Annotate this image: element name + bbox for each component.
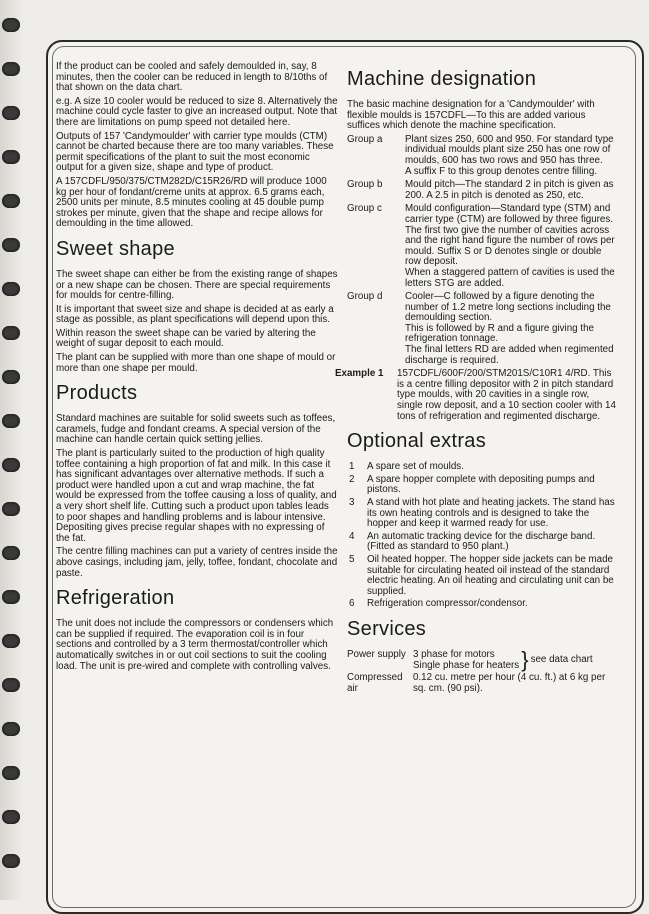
item-text: A stand with hot plate and heating jackets. The stand has its own heating controls and is designed to take the hopper and keep it warmed ready for use. xyxy=(367,497,615,530)
designation-intro: The basic machine designation for a 'Candymoulder' with flexible moulds is 157CDFL—To this are added various suffices which denote the machine specification. xyxy=(347,99,595,132)
compressed-air-row xyxy=(347,673,617,694)
binder-hole xyxy=(2,282,20,296)
sweet-shape-paragraph: It is important that sweet size and shape is decided at as early a stage as possible, as plant specifications will depend upon this. xyxy=(56,303,334,326)
item-number: 5 xyxy=(349,553,355,565)
binder-hole xyxy=(2,370,20,384)
products-heading: Products xyxy=(56,382,138,405)
refrigeration-paragraph: The unit does not include the compressors or condensers which can be supplied if required. The evaporation coil is in four sections and controlled by a 3 term thermostat/controller which automatically switches in or out coil sections to suit the cooling load. The unit is pre-wired and complete with controlling valves. xyxy=(56,618,334,672)
designation-example xyxy=(335,368,617,422)
item-text: Oil heated hopper. The hopper side jackets can be made suitable for circulating heated oil instead of the standard electric heating. An oil heating and circulating unit can be supplied. xyxy=(367,553,614,597)
products-paragraph: Standard machines are suitable for solid sweets such as toffees, caramels, fudge and fondant creams. A special version of the machine can handle certain quick setting jellies. xyxy=(56,413,336,446)
item-text: An automatic tracking device for the discharge band. (Fitted as standard to 950 plant.) xyxy=(367,530,596,553)
item-number: 1 xyxy=(349,461,355,473)
group-label: Group a xyxy=(347,133,383,145)
binder-hole xyxy=(2,326,20,340)
group-text: A suffix F to this group denotes centre filling. xyxy=(405,165,598,177)
binder-hole xyxy=(2,502,20,516)
extras-list xyxy=(347,462,617,610)
item-text: Refrigeration compressor/condensor. xyxy=(367,598,528,610)
group-text: This is followed by R and a figure giving the refrigeration tonnage. xyxy=(405,322,594,345)
item-number: 2 xyxy=(349,473,355,485)
list-item xyxy=(347,475,617,496)
designation-group xyxy=(347,204,617,289)
binder-edge xyxy=(0,0,26,900)
power-label: Power supply xyxy=(347,648,406,660)
binder-hole xyxy=(2,766,20,780)
binder-hole xyxy=(2,18,20,32)
intro-paragraph: If the product can be cooled and safely demoulded in, say, 8 minutes, then the cooler can be reduced in length to 8/10ths of that shown on the data chart. xyxy=(56,61,328,94)
binder-hole xyxy=(2,590,20,604)
group-text: When a staggered pattern of cavities is used the letters STG are added. xyxy=(405,266,615,289)
item-text: A spare set of moulds. xyxy=(367,461,464,473)
power-note: see data chart xyxy=(530,654,593,666)
item-text: A spare hopper complete with depositing pumps and pistons. xyxy=(367,473,595,496)
binder-hole xyxy=(2,106,20,120)
item-number: 4 xyxy=(349,530,355,542)
designation-group xyxy=(347,135,617,177)
binder-hole xyxy=(2,150,20,164)
designation-group xyxy=(347,180,617,201)
optional-extras-heading: Optional extras xyxy=(347,430,487,453)
air-label: Compressed air xyxy=(347,672,403,694)
brace-glyph: } xyxy=(521,646,529,672)
power-line: Single phase for heaters xyxy=(413,659,520,671)
list-item xyxy=(347,498,617,530)
group-text: Mould configuration—Standard type (STM) and carrier type (CTM) are followed by three figures. The first two give the number of cavities across and the right hand figure the number of rows per mould. Suffix S or D denotes single or double row deposit. xyxy=(405,203,615,268)
binder-hole xyxy=(2,458,20,472)
group-label: Group c xyxy=(347,203,382,215)
products-paragraph: The centre filling machines can put a variety of centres inside the above casings, including jam, jelly, toffee, fondant, chocolate and paste. xyxy=(56,546,338,579)
designation-group xyxy=(347,292,617,366)
group-text: Mould pitch—The standard 2 in pitch is given as 200. A 2.5 in pitch is denoted as 250, etc. xyxy=(405,179,614,201)
binder-hole xyxy=(2,194,20,208)
binder-hole xyxy=(2,634,20,648)
list-item xyxy=(347,532,617,553)
binder-hole xyxy=(2,722,20,736)
refrigeration-heading: Refrigeration xyxy=(56,587,175,610)
group-text: Cooler—C followed by a figure denoting the number of 1.2 metre long sections including the demoulding section. xyxy=(405,291,611,324)
right-column xyxy=(335,62,617,696)
list-item xyxy=(347,555,617,597)
example-text: 157CDFL/600F/200/STM201S/C10R1 4/RD. This is a centre filling depositor with 2 in pitch standard type moulds, with 20 cavities in a single row, single row deposit, and a 10 section cooler with 14 tons of refrigeration and regimented discharge. xyxy=(397,368,616,422)
item-number: 6 xyxy=(349,598,355,610)
intro-paragraph: A 157CDFL/950/375/CTM282D/C15R26/RD will produce 1000 kg per hour of fondant/creme units at approx. 6.5 grams each, 2500 units per minute, 8.5 minutes cooling at 45 double pump strokes per minute, given that the shape and recipe allows for demoulding in the time allowed. xyxy=(56,175,327,230)
binder-hole xyxy=(2,414,20,428)
binder-hole xyxy=(2,546,20,560)
products-paragraph: The plant is particularly suited to the production of high quality toffee containing a high proportion of fat and milk. In this case it has significant advantages over alternative methods. If such a product were handled upon a cut and wrap machine, the fat would be expressed from the toffee causing a loss of quality, and a very short shelf life. Cutting such a product upon tables leads to poor shapes and handling problems and is labour intensive. Depositing gives precise regular shapes with no expressing of the fat. xyxy=(56,448,337,544)
group-text: Plant sizes 250, 600 and 950. For standard type individual moulds plant size 250 has one row of moulds, 600 has two rows and 950 has three. xyxy=(405,133,614,166)
sweet-shape-paragraph: The plant can be supplied with more than one shape of mould or more than one shape per mould. xyxy=(56,352,336,374)
list-item xyxy=(347,599,617,610)
group-text: The final letters RD are added when regimented discharge is required. xyxy=(405,344,614,366)
list-item xyxy=(347,462,617,473)
item-number: 3 xyxy=(349,497,355,508)
group-label: Group b xyxy=(347,179,383,191)
binder-hole xyxy=(2,238,20,252)
group-label: Group d xyxy=(347,291,383,303)
air-text: 0.12 cu. metre per hour (4 cu. ft.) at 6 kg per sq. cm. (90 psi). xyxy=(413,672,606,694)
binder-hole xyxy=(2,62,20,76)
intro-paragraph: Outputs of 157 'Candymoulder' with carrier type moulds (CTM) cannot be charted because there are too many variables. These permit specifications of the plant to suit the most economic output for a given size, shape and type of product. xyxy=(56,130,334,174)
binder-hole xyxy=(2,854,20,868)
intro-paragraph: e.g. A size 10 cooler would be reduced to size 8. Alternatively the machine could cycle faster to give an increased output. Note that there are limitations on pump speed not detailed here. xyxy=(56,95,338,128)
binder-hole xyxy=(2,678,20,692)
sweet-shape-heading: Sweet shape xyxy=(56,237,175,260)
binder-hole xyxy=(2,810,20,824)
left-column xyxy=(56,62,338,675)
power-line: 3 phase for motors xyxy=(413,648,495,660)
sweet-shape-paragraph: Within reason the sweet shape can be varied by altering the weight of sugar deposit to each mould. xyxy=(56,327,316,350)
example-label: Example 1 xyxy=(335,368,384,380)
machine-designation-heading: Machine designation xyxy=(347,68,537,90)
power-supply-row xyxy=(347,646,617,672)
services-heading: Services xyxy=(347,617,427,640)
sweet-shape-paragraph: The sweet shape can either be from the existing range of shapes or a new shape can be chosen. There are special requirements for moulds for centre-filling. xyxy=(56,268,338,302)
